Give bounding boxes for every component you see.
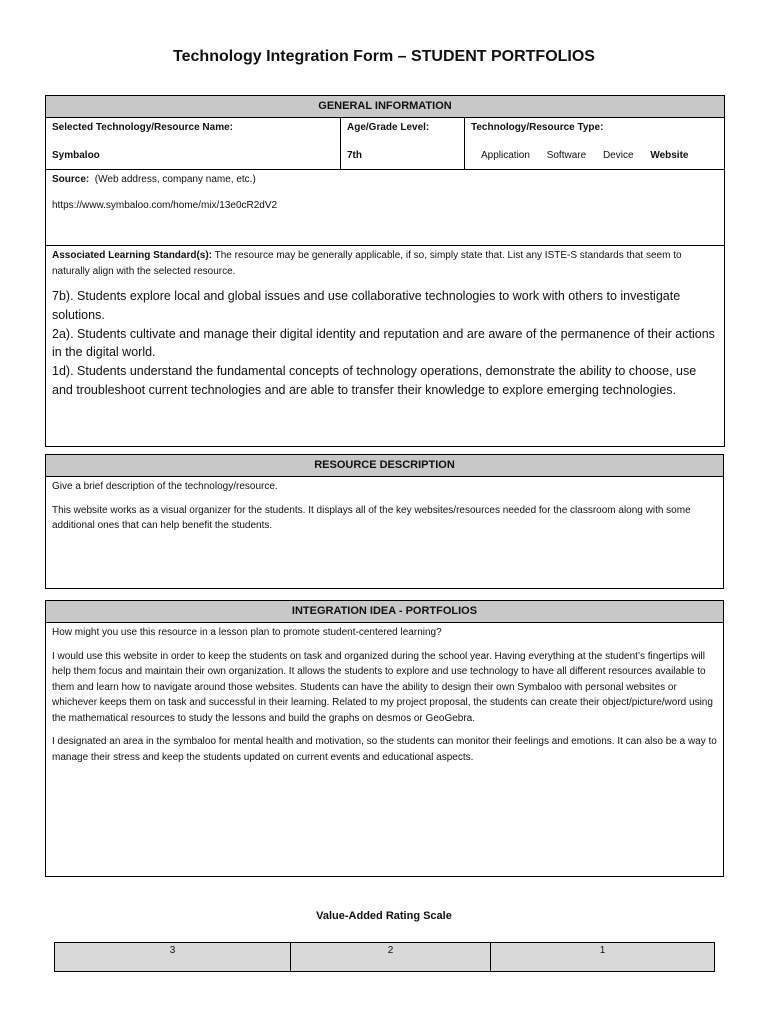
age-grade-cell <box>341 118 465 170</box>
resource-type-options <box>471 148 718 164</box>
page-title: Technology Integration Form – STUDENT PORTFOLIOS <box>173 48 595 65</box>
rating-column-2: 2 <box>291 943 491 972</box>
rating-scale-table <box>54 942 715 972</box>
standard-item: 1d). Students understand the fundamental concepts of technology operations, demonstrate the ability to choose, use and troubleshoot current technologies and are able to transfer their knowledge to explore emerging technologies. <box>52 364 697 397</box>
source-cell <box>46 170 725 246</box>
type-option-software: Software <box>546 149 587 161</box>
resource-description-prompt: Give a brief description of the technology/resource. <box>52 481 278 493</box>
standard-item: 7b). Students explore local and global issues and use collaborative technologies to work with others to investigate solutions. <box>52 289 681 322</box>
integration-prompt: How might you use this resource in a lesson plan to promote student-centered learning? <box>52 627 442 639</box>
integration-idea-table <box>45 600 724 877</box>
source-label: Source: <box>52 174 90 186</box>
integration-paragraph-1: I would use this website in order to keep the students on task and organized during the school year. Having everything at the student’s fingertips will help them focus and maintain their own organization. It allows the students to explore and use technology to have all different resources available to them and learn how to navigate around those websites. Students can have the ability to design their own Symbaloo with personal websites or whichever keeps them on task and successful in their learning. Related to my project proposal, the students can create their object/picture/word using the mathematical resources to study the lessons and build the graphs on desmos or GeoGebra. <box>52 650 713 724</box>
integration-paragraph-2: I designated an area in the symbaloo for mental health and motivation, so the students can monitor their feelings and emotions. It can also be a way to manage their stress and keep the students updated on current events and educational aspects. <box>52 736 717 763</box>
standards-label: Associated Learning Standard(s): <box>52 250 213 262</box>
general-information-table <box>45 95 725 447</box>
integration-idea-header: INTEGRATION IDEA - PORTFOLIOS <box>46 601 724 623</box>
age-grade-value: 7th <box>347 149 362 161</box>
rating-scale-title: Value-Added Rating Scale <box>316 910 452 922</box>
general-information-header: GENERAL INFORMATION <box>46 96 725 118</box>
standards-cell <box>46 246 725 447</box>
resource-description-text: This website works as a visual organizer for the students. It displays all of the key websites/resources needed for the classroom along with some additional ones that can help benefit the students. <box>52 504 691 532</box>
standards-hint: The resource may be generally applicable, if so, simply state that. List any ISTE-S standards that seem to naturally align with the selected resource. <box>52 250 682 277</box>
rating-column-3: 3 <box>55 943 291 972</box>
integration-idea-cell <box>46 623 724 877</box>
tech-name-value: Symbaloo <box>52 149 100 161</box>
rating-column-1: 1 <box>491 943 715 972</box>
source-url: https://www.symbaloo.com/home/mix/13e0cR2dV2 <box>52 199 278 211</box>
resource-description-header: RESOURCE DESCRIPTION <box>46 455 724 477</box>
standards-list <box>52 287 718 400</box>
source-hint: (Web address, company name, etc.) <box>94 174 256 186</box>
tech-name-label: Selected Technology/Resource Name: <box>52 122 233 134</box>
resource-type-cell <box>465 118 725 170</box>
resource-description-cell <box>46 477 724 589</box>
standard-item: 2a). Students cultivate and manage their digital identity and reputation and are aware of the permanence of their actions in the digital world. <box>52 326 715 360</box>
tech-name-cell <box>46 118 341 170</box>
type-option-application: Application <box>481 149 530 161</box>
age-grade-label: Age/Grade Level: <box>347 122 430 134</box>
type-option-device: Device <box>602 149 634 161</box>
resource-description-table <box>45 454 724 589</box>
type-option-website-selected: Website <box>650 149 689 161</box>
resource-type-label: Technology/Resource Type: <box>471 122 604 134</box>
